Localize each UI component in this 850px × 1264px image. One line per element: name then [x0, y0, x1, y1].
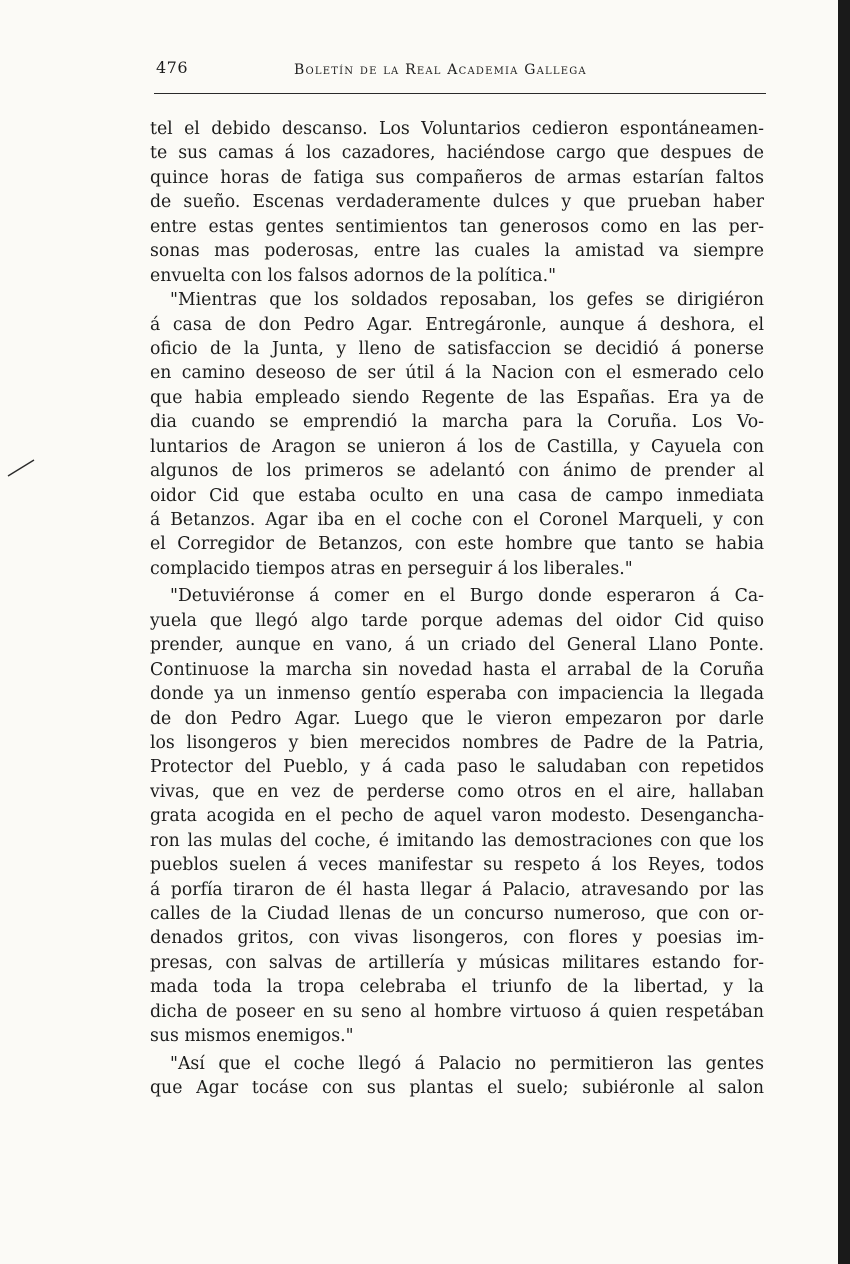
text-line: vivas, que en vez de perderse como otros en el aire, hallaban: [150, 781, 764, 802]
text-line: de don Pedro Agar. Luego que le vieron empezaron por darle: [150, 708, 764, 729]
text-line: "Detuviéronse á comer en el Burgo donde esperaron á Ca-: [170, 586, 764, 607]
text-line: prender, aunque en vano, á un criado del General Llano Ponte.: [150, 635, 764, 656]
text-line: pueblos suelen á veces manifestar su respeto á los Reyes, todos: [150, 855, 764, 876]
text-line: presas, con salvas de artillería y músicas militares estando for-: [150, 952, 764, 973]
text-line: sus mismos enemigos.": [150, 1026, 354, 1047]
page-number: 476: [156, 58, 189, 77]
text-line: tel el debido descanso. Los Voluntarios cedieron espontáneamen-: [150, 119, 764, 139]
text-line: calles de la Ciudad llenas de un concurso numeroso, que con or-: [150, 904, 764, 924]
text-line: quince horas de fatiga sus compañeros de armas estarían faltos: [150, 167, 764, 188]
header-rule: [154, 93, 766, 94]
text-line: de sueño. Escenas verdaderamente dulces y que prueban haber: [150, 192, 764, 213]
text-line: luntarios de Aragon se unieron á los de Castilla, y Cayuela con: [150, 436, 764, 457]
pen-stroke-mark: [6, 456, 36, 478]
text-line: en camino deseoso de ser útil á la Nacion con el esmerado celo: [150, 363, 764, 384]
journal-title: Boletín de la Real Academia Gallega: [294, 62, 587, 78]
text-line: que Agar tocáse con sus plantas el suelo; subiéronle al salon: [150, 1078, 764, 1099]
text-line: el Corregidor de Betanzos, con este hombre que tanto se habia: [150, 534, 764, 555]
text-line: envuelta con los falsos adornos de la política.": [150, 265, 557, 286]
text-line: complacido tiempos atras en perseguir á los liberales.": [150, 558, 633, 579]
running-head: [154, 56, 766, 88]
text-line: que habia empleado siendo Regente de las Españas. Era ya de: [150, 387, 764, 408]
text-line: "Así que el coche llegó á Palacio no permitieron las gentes: [170, 1053, 764, 1074]
text-line: sonas mas poderosas, entre las cuales la amistad va siempre: [150, 241, 764, 262]
text-line: donde ya un inmenso gentío esperaba con impaciencia la llegada: [150, 684, 764, 705]
text-line: mada toda la tropa celebraba el triunfo de la libertad, y la: [150, 977, 764, 998]
text-line: algunos de los primeros se adelantó con ánimo de prender al: [150, 461, 764, 482]
text-line: yuela que llegó algo tarde porque ademas del oidor Cid quiso: [150, 610, 764, 631]
text-line: oficio de la Junta, y lleno de satisfaccion se decidió á ponerse: [150, 338, 764, 359]
text-line: oidor Cid que estaba oculto en una casa de campo inmediata: [150, 485, 764, 506]
text-line: á porfía tiraron de él hasta llegar á Palacio, atravesando por las: [150, 879, 764, 900]
body-text: [150, 117, 764, 1101]
text-line: ron las mulas del coche, é imitando las demostraciones con que los: [150, 830, 764, 851]
text-line: á casa de don Pedro Agar. Entregáronle, aunque á deshora, el: [150, 314, 764, 335]
text-line: denados gritos, con vivas lisongeros, con flores y poesias im-: [150, 928, 764, 949]
text-line: Continuose la marcha sin novedad hasta el arrabal de la Coruña: [150, 659, 764, 680]
text-line: grata acogida en el pecho de aquel varon modesto. Desengancha-: [150, 806, 764, 827]
text-line: dia cuando se emprendió la marcha para la Coruña. Los Vo-: [150, 412, 764, 433]
text-line: "Mientras que los soldados reposaban, los gefes se dirigiéron: [170, 290, 764, 311]
text-line: entre estas gentes sentimientos tan generosos como en las per-: [150, 216, 764, 237]
text-line: á Betanzos. Agar iba en el coche con el Coronel Marqueli, y con: [150, 510, 764, 530]
text-line: te sus camas á los cazadores, haciéndose cargo que despues de: [150, 143, 764, 164]
text-line: los lisongeros y bien merecidos nombres de Padre de la Patria,: [150, 732, 764, 753]
text-line: dicha de poseer en su seno al hombre virtuoso á quien respetában: [150, 1001, 764, 1022]
text-line: Protector del Pueblo, y á cada paso le saludaban con repetidos: [150, 757, 764, 778]
